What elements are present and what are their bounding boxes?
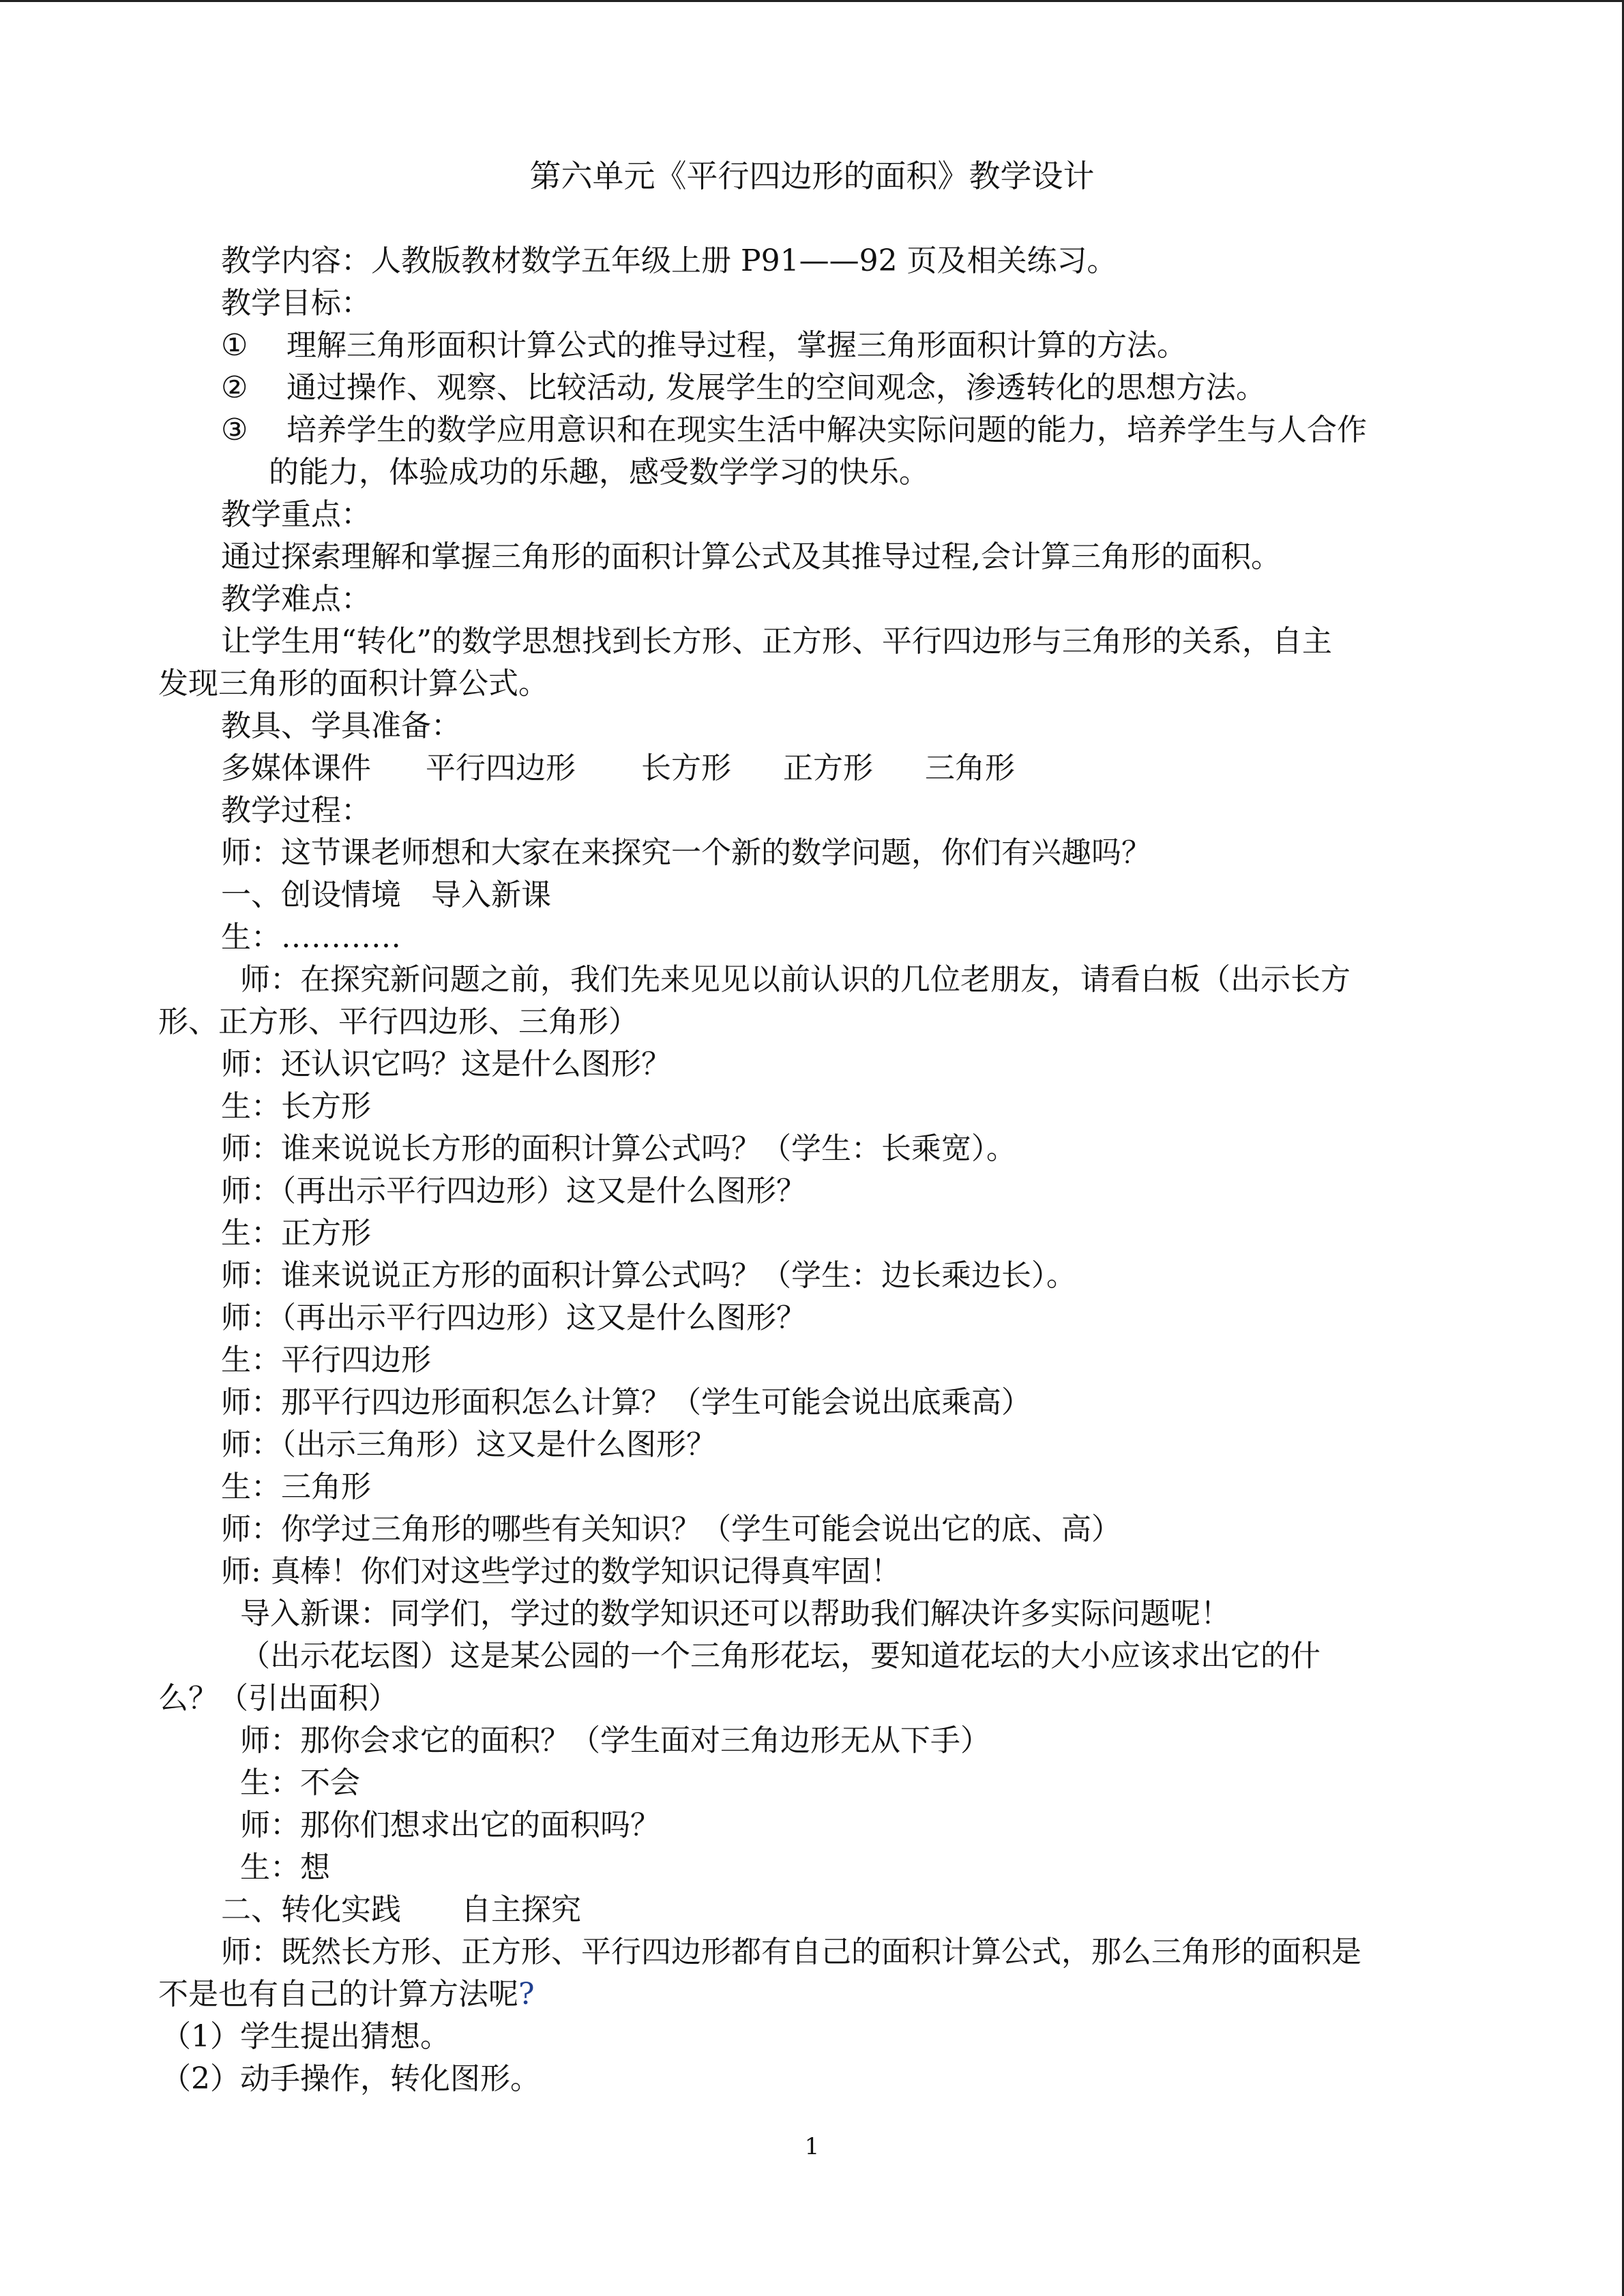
objective-text: 理解三角形面积计算公式的推导过程，掌握三角形面积计算的方法。 [286,328,1187,363]
dialogue-line: （出示花坛图）这是某公园的一个三角形花坛，要知道花坛的大小应该求出它的什 [240,1639,1320,1673]
dialogue-line: 师: 真棒！你们对这些学过的数学知识记得真牢固！ [221,1554,901,1589]
dialogue-line: 生：不会 [240,1765,360,1800]
dialogue-line-continued: 么？（引出面积） [158,1681,398,1716]
dialogue-line: 生：三角形 [221,1470,371,1504]
dialogue-text: 不是也有自己的计算方法呢 [158,1977,518,2012]
objective-continuation: 的能力，体验成功的乐趣，感受数学学习的快乐。 [269,455,929,490]
dialogue-line: 生：………… [221,920,401,955]
document-body [158,240,1468,2100]
dialogue-line: 师：还认识它吗？这是什么图形？ [221,1047,671,1082]
dialogue-line: 师：这节课老师想和大家在来探究一个新的数学问题，你们有兴趣吗？ [221,835,1151,870]
dialogue-line: 生：平行四边形 [221,1343,431,1377]
key-point-label: 教学重点： [221,497,371,532]
difficulty-text: 让学生用“转化”的数学思想找到长方形、正方形、平行四边形与三角形的关系，自主 [221,624,1332,659]
dialogue-line: 师：那你们想求出它的面积吗？ [240,1808,660,1843]
dialogue-line: 师：你学过三角形的哪些有关知识？（学生可能会说出它的底、高） [221,1512,1121,1547]
dialogue-line: 导入新课：同学们，学过的数学知识还可以帮助我们解决许多实际问题呢！ [240,1596,1230,1631]
tool-item: 多媒体课件 [221,751,371,786]
difficulty-text-continued: 发现三角形的面积计算公式。 [158,666,548,701]
dialogue-line: 师：谁来说说长方形的面积计算公式吗？（学生：长乘宽）。 [221,1131,1016,1166]
dialogue-line-continued: 形、正方形、平行四边形、三角形） [158,1004,638,1039]
objective-marker: ③ [221,413,248,447]
question-mark: ? [518,1977,535,2012]
dialogue-line: 生：长方形 [221,1089,371,1124]
difficulty-label: 教学难点： [221,582,371,616]
dialogue-line: 师：（再出示平行四边形）这又是什么图形？ [221,1300,806,1335]
dialogue-line: 生：正方形 [221,1216,371,1251]
process-label: 教学过程： [221,793,371,828]
objective-marker: ② [221,370,248,405]
section-heading: 一、创设情境 导入新课 [221,878,551,912]
dialogue-line-continued [158,1973,1468,2016]
dialogue-line: 师：（出示三角形）这又是什么图形？ [221,1427,716,1462]
objective-item [158,325,1468,367]
tool-item: 平行四边形 [426,751,576,786]
objectives-label: 教学目标： [221,286,371,320]
tools-list [158,747,1468,790]
objective-text: 通过操作、观察、比较活动, 发展学生的空间观念，渗透转化的思想方法。 [286,370,1266,405]
dialogue-line: 师：谁来说说正方形的面积计算公式吗？（学生：边长乘边长）。 [221,1258,1076,1293]
dialogue-line: 师：那平行四边形面积怎么计算？（学生可能会说出底乘高） [221,1385,1031,1420]
step-item: （2）动手操作，转化图形。 [161,2061,540,2096]
dialogue-line: 师：既然长方形、正方形、平行四边形都有自己的面积计算公式，那么三角形的面积是 [221,1935,1361,1969]
tool-item: 正方形 [783,751,873,786]
section-heading: 二、转化实践 自主探究 [221,1892,581,1927]
objective-item [158,367,1468,409]
dialogue-line: 生：想 [240,1850,330,1885]
key-point-text: 通过探索理解和掌握三角形的面积计算公式及其推导过程,会计算三角形的面积。 [221,539,1281,574]
tool-item: 三角形 [925,751,1015,786]
page-top-border [0,0,1624,2]
teaching-content: 教学内容：人教版教材数学五年级上册 P91——92 页及相关练习。 [221,243,1117,278]
step-item: （1）学生提出猜想。 [161,2019,450,2054]
tool-item: 长方形 [641,751,731,786]
objective-marker: ① [221,328,248,363]
objective-item [158,409,1468,451]
dialogue-line: 师：在探究新问题之前，我们先来见见以前认识的几位老朋友，请看白板（出示长方 [240,962,1350,997]
page-number: 1 [804,2133,820,2160]
objective-text: 培养学生的数学应用意识和在现实生活中解决实际问题的能力，培养学生与人合作 [286,413,1367,447]
dialogue-line: 师：那你会求它的面积？（学生面对三角边形无从下手） [240,1723,990,1758]
dialogue-line: 师：（再出示平行四边形）这又是什么图形？ [221,1174,806,1208]
tools-label: 教具、学具准备： [221,709,461,743]
document-title: 第六单元《平行四边形的面积》教学设计 [529,158,1095,194]
